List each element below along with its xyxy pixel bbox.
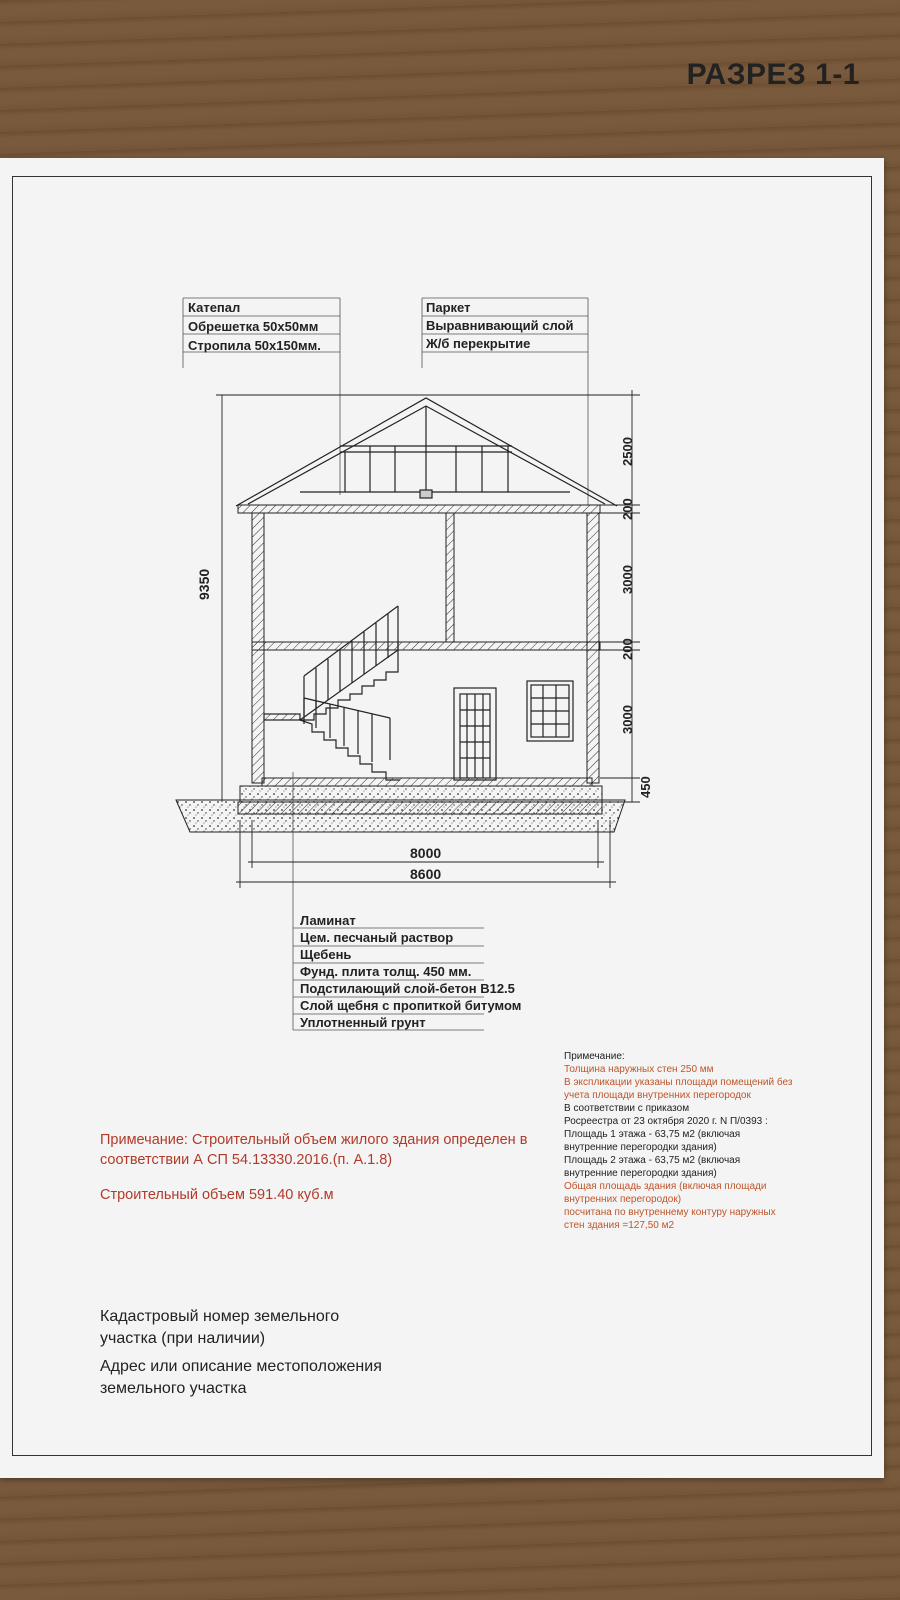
roof-label-rafters: Стропила 50х150мм.	[188, 338, 321, 353]
order-note-line1: В соответствии с приказом	[564, 1103, 690, 1114]
dim-floor1: 3000	[620, 705, 635, 734]
floor1-area-note: Площадь 1 этажа - 63,75 м2 (включая внутренние перегородки здания)	[564, 1129, 741, 1153]
foundation-label-laminate: Ламинат	[300, 913, 356, 928]
foundation-label-soil: Уплотненный грунт	[300, 1015, 426, 1030]
foundation-label-plate: Фунд. плита толщ. 450 мм.	[300, 964, 472, 979]
area-note	[564, 1050, 794, 1232]
roof	[236, 398, 617, 506]
foundation-label-bitumen: Слой щебня с пропиткой битумом	[300, 998, 522, 1013]
foundation-label-mortar: Цем. песчаный раствор	[300, 930, 454, 945]
cadastral-number-label: Кадастровый номер земельного участка (при наличии)	[100, 1308, 340, 1347]
floor-label-leveling: Выравнивающий слой	[426, 318, 574, 333]
volume-note: Примечание: Строительный объем жилого здания определен в соответствии А СП 54.13330.2016.(п. А.1.8)	[100, 1132, 528, 1168]
foundation-label-gravel: Щебень	[300, 947, 352, 962]
total-area-note: Общая площадь здания (включая площади внутренних перегородок)	[564, 1181, 767, 1205]
dim-roof: 2500	[620, 437, 635, 466]
area-note-heading: Примечание:	[564, 1051, 625, 1062]
foundation-label-concrete: Подстилающий слой-бетон В12.5	[300, 981, 515, 996]
window	[527, 681, 573, 741]
order-note-line2: Росреестра от 23 октября 2020 г. N П/0393 :	[564, 1116, 768, 1127]
dim-foundation: 450	[638, 776, 653, 798]
floor-label-parquet: Паркет	[426, 300, 471, 315]
partition-wall	[446, 513, 454, 642]
floor-slab	[262, 778, 592, 786]
right-wall	[587, 513, 599, 783]
section-title: РАЗРЕЗ 1-1	[686, 58, 860, 91]
dim-floor2: 3000	[620, 565, 635, 594]
roof-label-lathing: Обрешетка 50х50мм	[188, 319, 319, 334]
floor-label-slab: Ж/б перекрытие	[426, 336, 531, 351]
dim-slab-mid: 200	[620, 638, 635, 660]
address-label: Адрес или описание местоположения земельного участка	[100, 1358, 382, 1397]
explication-note: В экспликации указаны площади помещений без учета площади внутренних перегородок	[564, 1077, 793, 1101]
volume-value: Строительный объем 591.40 куб.м	[100, 1187, 334, 1203]
middle-slab	[252, 642, 600, 650]
floor2-area-note: Площадь 2 этажа - 63,75 м2 (включая внутренние перегородки здания)	[564, 1155, 741, 1179]
wall-thickness-note: Толщина наружных стен 250 мм	[564, 1064, 714, 1075]
door	[454, 688, 496, 780]
dim-slab-top: 200	[620, 498, 635, 520]
dim-outer-width: 8600	[410, 866, 442, 882]
staircase	[264, 606, 400, 780]
left-wall	[252, 513, 264, 783]
top-slab	[238, 505, 600, 513]
dim-total-height: 9350	[196, 568, 212, 600]
roof-label-katepal: Катепал	[188, 300, 241, 315]
area-calc-note: посчитана по внутреннему контуру наружных стен здания =127,50 м2	[564, 1207, 776, 1231]
dim-inner-width: 8000	[410, 845, 442, 861]
